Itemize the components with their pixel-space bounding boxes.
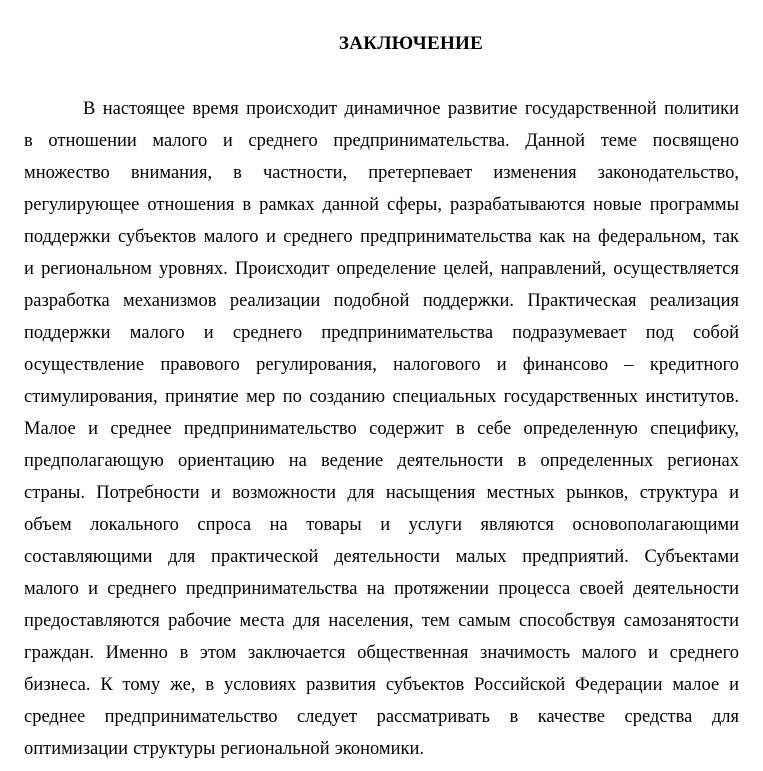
text-line: разработка механизмов реализации подобной поддержки. Практическая реализация (24, 291, 739, 311)
text-line: граждан. Именно в этом заключается общественная значимость малого и среднего (24, 643, 739, 663)
text-line: объем локального спроса на товары и услуги являются основополагающими (24, 515, 739, 535)
section-title: ЗАКЛЮЧЕНИЕ (338, 33, 484, 54)
text-line: в отношении малого и среднего предпринимательства. Данной теме посвящено (24, 131, 739, 151)
text-line: составляющими для практической деятельности малых предприятий. Субъектами (24, 547, 739, 567)
text-line: В настоящее время происходит динамичное развитие государственной политики (83, 99, 739, 119)
text-line: стимулирования, принятие мер по созданию специальных государственных институтов. (24, 387, 739, 407)
text-line: предполагающую ориентацию на ведение деятельности в определенных регионах (24, 451, 739, 471)
conclusion-paragraph (24, 93, 739, 765)
text-line: малого и среднего предпринимательства на протяжении процесса своей деятельности (24, 579, 739, 599)
text-line: и региональном уровнях. Происходит определение целей, направлений, осуществляется (24, 259, 739, 279)
text-line: множество внимания, в частности, претерпевает изменения законодательство, (24, 163, 739, 183)
text-line: среднее предпринимательство следует рассматривать в качестве средства для (24, 707, 739, 727)
text-line: оптимизации структуры региональной экономики. (24, 739, 424, 759)
text-line: Малое и среднее предпринимательство содержит в себе определенную специфику, (24, 419, 739, 439)
text-line: предоставляются рабочие места для населения, тем самым способствуя самозанятости (24, 611, 739, 631)
text-line: осуществление правового регулирования, налогового и финансово – кредитного (24, 355, 739, 375)
text-line: бизнеса. К тому же, в условиях развития субъектов Российской Федерации малое и (24, 675, 739, 695)
text-line: поддержки субъектов малого и среднего предпринимательства как на федеральном, так (24, 227, 739, 247)
text-line: поддержки малого и среднего предпринимательства подразумевает под собой (24, 323, 739, 343)
text-line: страны. Потребности и возможности для насыщения местных рынков, структура и (24, 483, 739, 503)
text-line: регулирующее отношения в рамках данной сферы, разрабатываются новые программы (24, 195, 739, 215)
